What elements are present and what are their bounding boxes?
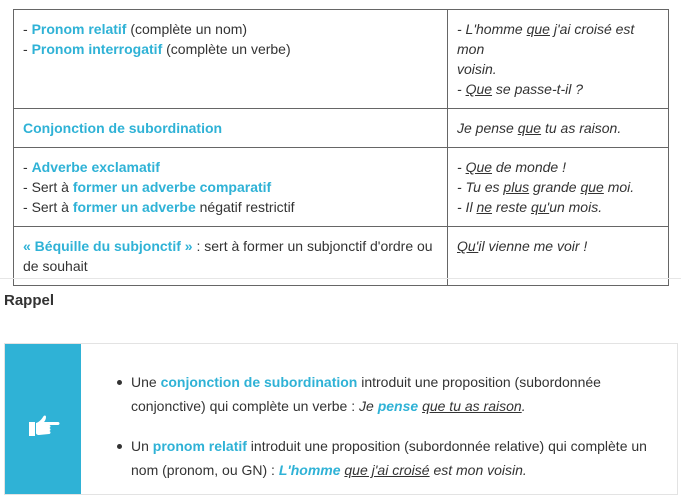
- term-highlight: Adverbe exclamatif: [31, 159, 160, 175]
- example-line: [457, 59, 659, 79]
- example-text: - Il: [457, 199, 477, 215]
- example-text: - Tu es: [457, 179, 504, 195]
- term-highlight: Pronom relatif: [31, 21, 127, 37]
- example-underlined: que tu as raison: [422, 398, 522, 414]
- table-cell-example: [448, 227, 669, 286]
- example-highlight: pense: [377, 398, 419, 414]
- term-description: (complète un verbe): [162, 41, 291, 57]
- example-line: [457, 19, 659, 59]
- example-underlined: que: [580, 179, 604, 195]
- table-row: [14, 227, 669, 286]
- rappel-box: [4, 343, 678, 495]
- example-text: grande: [529, 179, 581, 195]
- dash: -: [23, 41, 32, 57]
- term-highlight: pronom relatif: [152, 438, 247, 454]
- bullet-dot: [117, 380, 122, 385]
- term-highlight: Conjonction de subordination: [23, 120, 223, 136]
- example-text: reste: [492, 199, 531, 215]
- example-underlined: que j'ai croisé: [344, 462, 430, 478]
- example-text: tu as raison.: [541, 120, 622, 136]
- section-divider: [0, 278, 681, 279]
- table-cell-example: [448, 10, 669, 109]
- example-text: voisin.: [457, 61, 497, 77]
- example-text: .: [521, 398, 526, 414]
- rappel-heading: Rappel: [4, 292, 55, 309]
- list-item: [117, 434, 657, 482]
- item-text: Un: [131, 438, 153, 454]
- term-description: : sert à former un subjonctif d'ordre ou de souhait: [23, 238, 433, 274]
- example-text: j'ai croisé est mon: [457, 21, 635, 57]
- example-underlined: Que: [465, 159, 493, 175]
- term-prefix: Sert à: [31, 179, 73, 195]
- grammar-table: [13, 9, 669, 286]
- example-text: un mois.: [549, 199, 603, 215]
- term-highlight: Pronom interrogatif: [31, 41, 163, 57]
- example-line: [457, 177, 659, 197]
- example-text: Je pense: [457, 120, 518, 136]
- dash: -: [23, 199, 32, 215]
- term-description: (complète un nom): [126, 21, 248, 37]
- rappel-list: [117, 370, 657, 498]
- table-cell-function: [14, 148, 448, 227]
- example-text: est mon voisin.: [429, 462, 527, 478]
- example-underlined: que: [526, 21, 550, 37]
- example-underlined: qu': [530, 199, 550, 215]
- table-cell-function: [14, 227, 448, 286]
- example-text: Je: [359, 398, 378, 414]
- example-text: - L'homme: [457, 21, 527, 37]
- example-underlined: Qu': [457, 238, 479, 254]
- term-highlight: « Béquille du subjonctif »: [23, 238, 193, 254]
- term-highlight: former un adverbe comparatif: [72, 179, 272, 195]
- example-text: de monde !: [492, 159, 566, 175]
- example-underlined: plus: [503, 179, 530, 195]
- example-text: moi.: [603, 179, 635, 195]
- dash: -: [23, 179, 32, 195]
- example-line: [457, 79, 659, 99]
- term-highlight: former un adverbe: [72, 199, 196, 215]
- table-row: [14, 109, 669, 148]
- table-cell-example: [448, 148, 669, 227]
- example-text: -: [457, 81, 466, 97]
- dash: -: [23, 21, 32, 37]
- term-highlight: conjonction de subordination: [160, 374, 358, 390]
- term-prefix: Sert à: [31, 199, 73, 215]
- example-underlined: que: [517, 120, 542, 136]
- example-highlight: L'homme: [278, 462, 341, 478]
- table-cell-example: [448, 109, 669, 148]
- bullet-dot: [117, 444, 122, 449]
- example-text: se passe-t-il ?: [492, 81, 584, 97]
- rappel-sidebar: [5, 344, 81, 494]
- example-underlined: Que: [465, 81, 493, 97]
- example-text: -: [457, 159, 466, 175]
- table-row: [14, 148, 669, 227]
- item-text: introduit une proposition (subordonnée conjonctive) qui complète un verbe :: [131, 374, 601, 414]
- table-cell-function: [14, 10, 448, 109]
- item-text: Une: [131, 374, 161, 390]
- table-row: [14, 10, 669, 109]
- example-line: [457, 197, 659, 217]
- list-item: [117, 370, 657, 418]
- example-line: [457, 157, 659, 177]
- pointing-hand-icon: [27, 414, 61, 438]
- table-cell-function: [14, 109, 448, 148]
- term-description: négatif restrictif: [195, 199, 295, 215]
- dash: -: [23, 159, 32, 175]
- example-underlined: ne: [476, 199, 493, 215]
- example-text: il vienne me voir !: [478, 238, 588, 254]
- item-text: introduit une proposition (subordonnée relative) qui complète un nom (pronom, ou GN) :: [131, 438, 647, 478]
